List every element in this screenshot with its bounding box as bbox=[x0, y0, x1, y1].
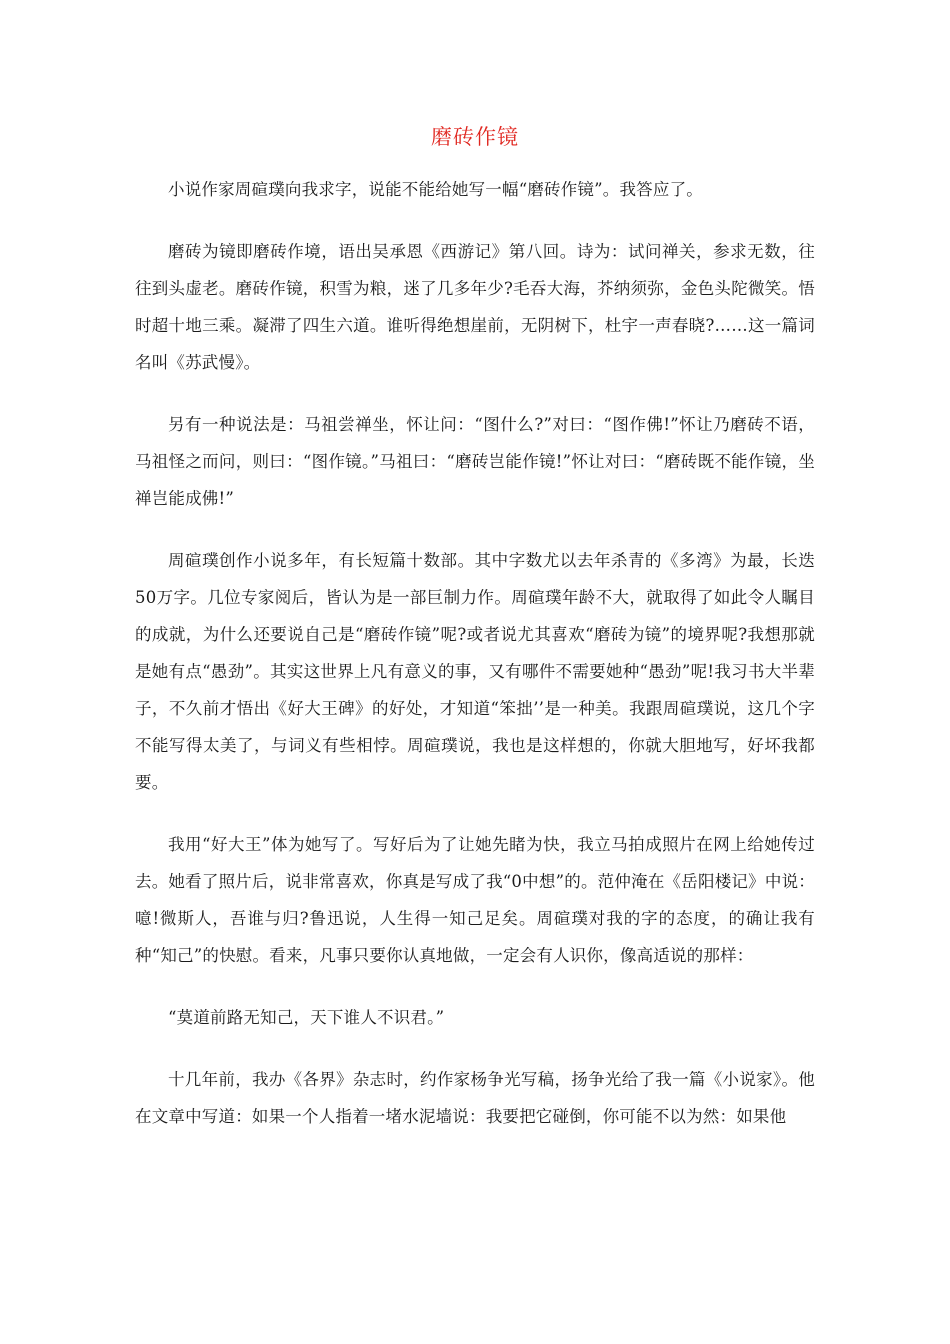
paragraph-1: 小说作家周碹璞向我求字，说能不能给她写一幅“磨砖作镜”。我答应了。 bbox=[168, 180, 703, 199]
paragraph-5: 我用“好大王”体为她写了。写好后为了让她先睹为快，我立马拍成照片在网上给她传过去。她看了照片后，说非常喜欢，你真是写成了我“0中想”的。范仲淹在《岳阳楼记》中说：噫!微斯人，吾谁与归?鲁迅说，人生得一知己足矣。周碹璞对我的字的态度，的确让我有种“知己”的快慰。看来，凡事只要你认真地做，一定会有人识你，像高适说的那样： bbox=[135, 835, 815, 965]
document-title: 磨砖作镜 bbox=[431, 125, 519, 149]
paragraph-6-quote: “莫道前路无知己，天下谁人不识君。” bbox=[168, 1008, 445, 1027]
paragraph-3: 另有一种说法是：马祖尝禅坐，怀让问：“图什么?”对曰：“图作佛!”怀让乃磨砖不语，马祖怪之而问，则曰：“图作镜。”马祖曰：“磨砖岂能作镜!”怀让对曰：“磨砖既不能作镜，坐禅岂能成佛!” bbox=[135, 415, 815, 508]
paragraph-7: 十几年前，我办《各界》杂志时，约作家杨争光写稿，扬争光给了我一篇《小说家》。他在文章中写道：如果一个人指着一堵水泥墙说：我要把它碰倒，你可能不以为然：如果他 bbox=[135, 1070, 815, 1126]
paragraph-4: 周碹璞创作小说多年，有长短篇十数部。其中字数尤以去年杀青的《多湾》为最，长迭50万字。几位专家阅后，皆认为是一部巨制力作。周碹璞年龄不大，就取得了如此令人瞩目的成就，为什么还要说自己是“磨砖作镜”呢?或者说尤其喜欢“磨砖为镜”的境界呢?我想那就是她有点“愚劲”。其实这世界上凡有意义的事，又有哪件不需要她种“愚劲”呢!我习书大半辈子，不久前才悟出《好大王碑》的好处，才知道“笨拙’’是一种美。我跟周碹璞说，这几个字不能写得太美了，与词义有些相悖。周碹璞说，我也是这样想的，你就大胆地写，好坏我都要。 bbox=[135, 551, 815, 792]
paragraph-2: 磨砖为镜即磨砖作境，语出吴承恩《西游记》第八回。诗为：试问禅关，参求无数，往往到头虚老。磨砖作镜，积雪为粮，迷了几多年少?毛吞大海，芥纳须弥，金色头陀微笑。悟时超十地三乘。凝滞了四生六道。谁听得绝想崖前，无阴树下，杜宇一声春晓?……这一篇词名叫《苏武慢》。 bbox=[135, 242, 815, 372]
document-body bbox=[135, 171, 815, 1160]
